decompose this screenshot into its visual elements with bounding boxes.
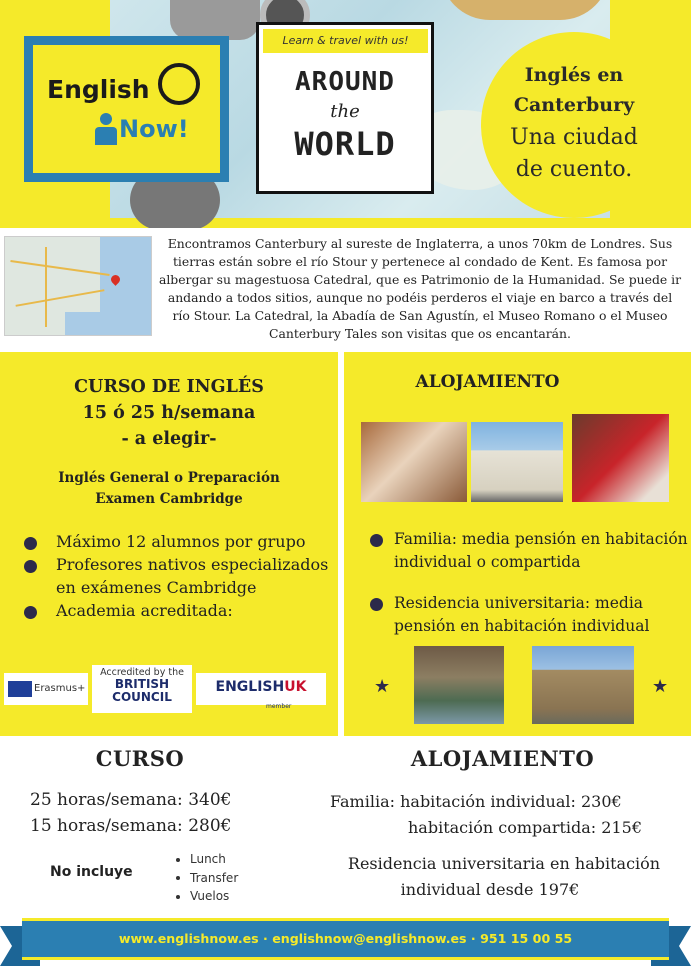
canal-street-photo [414,646,504,724]
erasmus-text: Erasmus+ [34,683,86,694]
accommodation-bullet-list [344,528,691,656]
euk-uk: UK [284,679,307,695]
headline-sub-line-1: Una ciudad [510,125,638,150]
bullet-icon [24,560,37,573]
family-price-shared: habitación compartida: 215€ [408,818,642,837]
residence-price-line-1: Residencia universitaria en habitación [347,854,661,873]
course-subtitle-line-1: Inglés General o Preparación [58,470,280,486]
bullet-text: Profesores nativos especializados en exámenes Cambridge [56,555,329,597]
accommodation-title: ALOJAMIENTO [415,372,560,392]
list-item [344,528,691,574]
bc-accredited-text: Accredited by the [100,667,184,678]
host-family-room-photo [361,422,467,502]
bullet-icon [24,537,37,550]
bullet-text: Máximo 12 alumnos por grupo [56,532,306,551]
residence-price-line-2: individual desde 197€ [400,880,580,899]
course-panel [0,352,338,736]
course-subtitle [0,468,338,510]
residence-building-photo [471,422,563,502]
british-council-logo [92,665,192,713]
contact-ribbon [22,918,669,960]
not-included-label: No incluye [50,864,133,880]
course-price-25h: 25 horas/semana: 340€ [30,790,232,810]
course-price-15h: 15 horas/semana: 280€ [30,816,232,836]
list-item [0,530,338,553]
list-item [176,869,238,888]
contact-info: www.englishnow.es · englishnow@englishnow.es · 951 15 00 55 [118,931,573,946]
course-bullet-list [0,530,338,622]
prices-accommodation-title: ALOJAMIENTO [410,746,595,771]
person-icon [95,113,117,145]
headline-subtitle [481,122,667,186]
bullet-icon [370,598,383,611]
star-icon: ★ [652,676,669,697]
headline-sub-line-2: de cuento. [515,157,633,182]
common-room-photo [572,414,669,502]
logo-now-text: Now! [119,115,189,143]
bullet-text: Academia acreditada: [56,601,233,620]
header-banner [0,0,691,228]
list-item [0,553,338,599]
course-title-line-1: CURSO DE INGLÉS [74,377,264,397]
intro-paragraph: Encontramos Canterbury al sureste de Inglaterra, a unos 70km de Londres. Sus tierras están sobre el río Stour y pertenece al condado de Kent. Es famosa por albergar su magestuosa Catedral, que es Patrimonio de la Humanidad. Se puede ir andando a todos sitios, aunque no podéis perderos el viaje en barco a través del río Stour. La Catedral, la Abadía de San Agustín, el Museo Romano o el Museo Canterbury Tales son visitas que os encantarán. [158,236,682,341]
euk-member: member [266,703,292,710]
headline-title-line-2: Canterbury [513,94,635,116]
list-item [176,850,238,869]
course-subtitle-line-2: Examen Cambridge [95,491,243,507]
headline-title [481,60,667,120]
atw-tagline: Learn & travel with us! [263,29,428,53]
not-included-list [176,850,238,906]
speech-bubble-icon [158,63,200,105]
item-text: Lunch [190,852,226,866]
item-text: Vuelos [190,889,230,903]
headline-circle [481,32,667,218]
logo-english-text: English [47,75,150,104]
around-the-world-badge [256,22,434,194]
erasmus-logo [4,673,88,705]
atw-around: AROUND [295,67,395,97]
atw-the: the [330,101,360,122]
course-title-line-3: - a elegir- [121,429,217,449]
list-item [344,592,691,638]
eu-flag-icon [8,681,32,697]
family-price-individual: Familia: habitación individual: 230€ [330,792,622,811]
accreditation-logos [0,665,338,713]
list-item [0,599,338,622]
bullet-icon [24,606,37,619]
accommodation-panel [344,352,691,736]
bullet-text: Familia: media pensión en habitación individual o compartida [394,530,688,571]
bullet-icon [370,534,383,547]
headline-title-line-1: Inglés en [524,64,624,86]
list-item [176,887,238,906]
canterbury-map [4,236,152,336]
english-now-logo [24,36,229,182]
star-icon: ★ [374,676,391,697]
cathedral-photo [532,646,634,724]
bc-line-2: COUNCIL [112,690,172,704]
course-title-line-2: 15 ó 25 h/semana [82,403,256,423]
prices-course-title: CURSO [95,746,185,771]
bc-line-1: BRITISH [114,677,170,691]
euk-english: ENGLISH [215,679,285,695]
english-uk-logo [196,673,326,710]
bullet-text: Residencia universitaria: media pensión en habitación individual [394,594,650,635]
item-text: Transfer [190,870,239,885]
atw-world: WORLD [294,125,396,163]
course-title [0,374,338,452]
